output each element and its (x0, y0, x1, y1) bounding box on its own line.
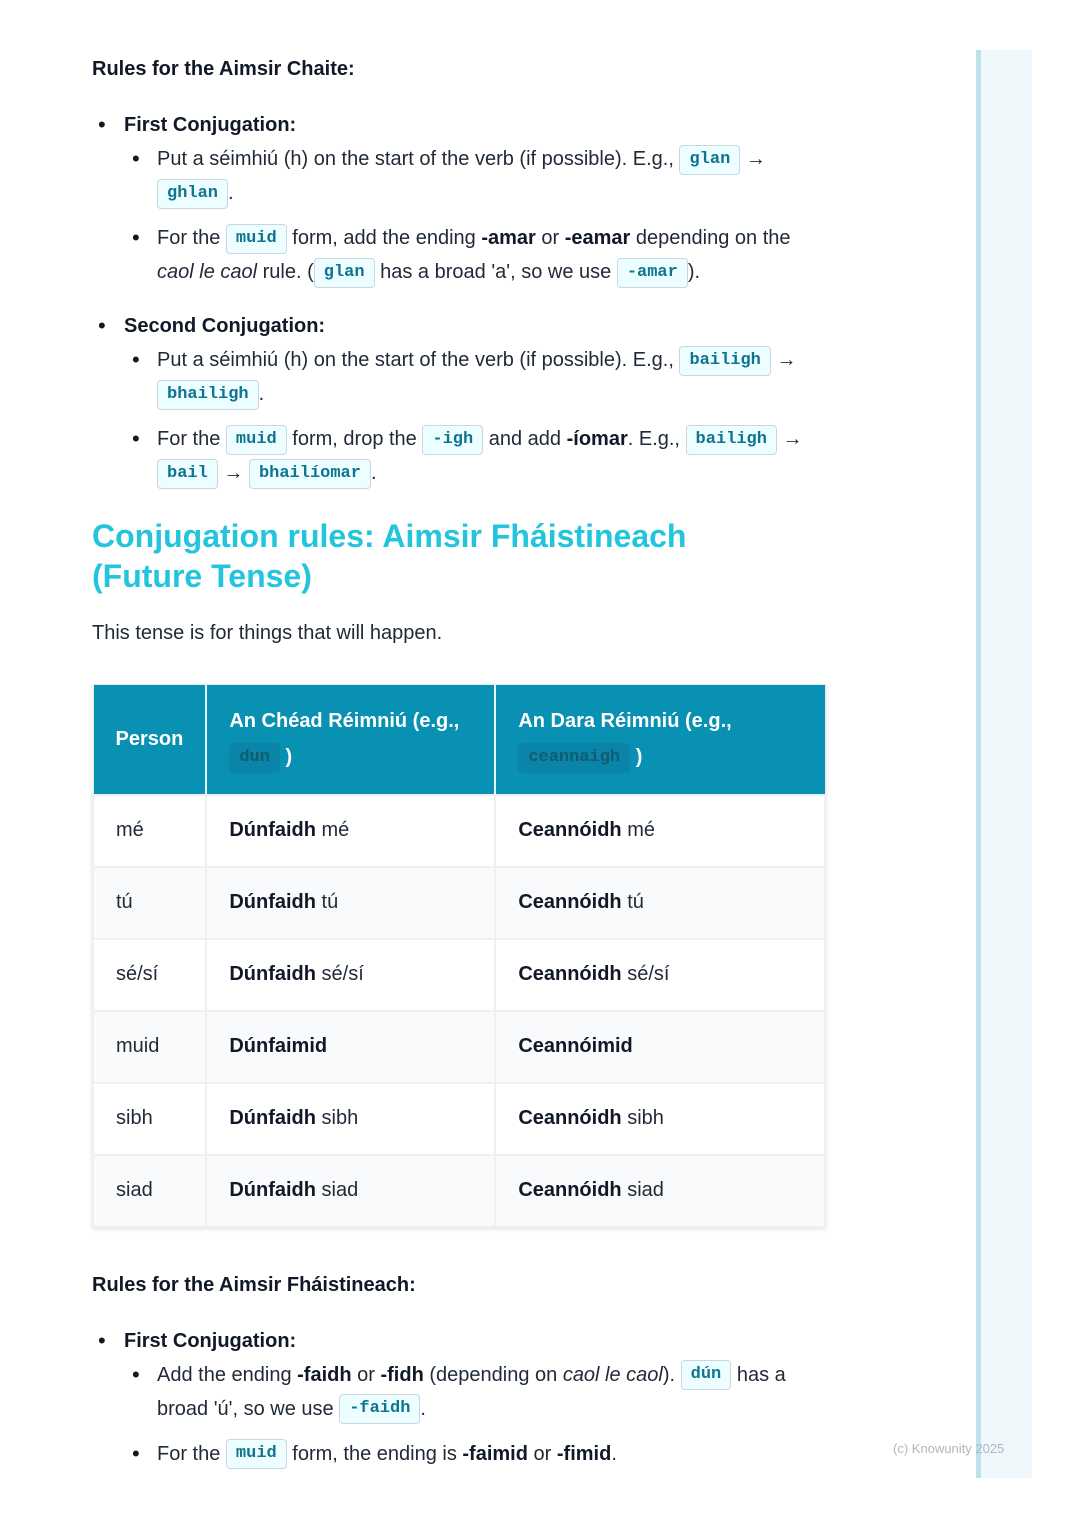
second-conj-cell: Ceannóidh siad (495, 1155, 825, 1227)
list-item: • For the muid form, add the ending -amar or -eamar depending on the caol le caol rule. ( glan has a broad 'a', so we use -amar ). (124, 221, 832, 289)
second-conj-cell: Ceannóimid (495, 1011, 825, 1083)
person-cell: sibh (93, 1083, 206, 1155)
second-conj-cell: Ceannóidh tú (495, 867, 825, 939)
first-conj-cell: Dúnfaimid (206, 1011, 495, 1083)
second-conj-cell: Ceannóidh sé/sí (495, 939, 825, 1011)
code-snippet: -igh (422, 425, 483, 455)
first-conj-cell: Dúnfaidh siad (206, 1155, 495, 1227)
column-header-person: Person (93, 685, 206, 795)
second-conj-cell: Ceannóidh sibh (495, 1083, 825, 1155)
future-rules-title: Rules for the Aimsir Fháistineach: (92, 1273, 416, 1296)
code-snippet: bailigh (679, 346, 770, 376)
person-cell: muid (93, 1011, 206, 1083)
second-conj-cell: Ceannóidh mé (495, 795, 825, 867)
list-item: • Put a séimhiú (h) on the start of the verb (if possible). E.g., bailigh → bhailigh . (124, 343, 832, 411)
list-item: • For the muid form, drop the -igh and add -íomar. E.g., bailigh → bail → bhailíomar . (124, 422, 832, 490)
arrow: → (745, 148, 766, 170)
code-snippet: muid (226, 1439, 287, 1469)
past-rules-title: Rules for the Aimsir Chaite: (92, 58, 355, 80)
copyright-footer: (c) Knowunity 2025 (893, 1441, 1005, 1456)
table-row (93, 795, 825, 867)
arrow: → (776, 349, 797, 371)
code-snippet: glan (679, 145, 740, 175)
first-conj-cell: Dúnfaidh tú (206, 867, 495, 939)
first-conj-cell: Dúnfaidh mé (206, 795, 495, 867)
code-snippet: ceannaigh (518, 743, 630, 773)
conjugation-title: • First Conjugation: (124, 114, 297, 136)
code-snippet: bhailigh (157, 380, 259, 410)
person-cell: siad (93, 1155, 206, 1227)
sub-list (124, 343, 832, 490)
table-row (93, 1155, 825, 1227)
list-item (92, 1326, 832, 1471)
list-item (92, 110, 832, 289)
section-intro: This tense is for things that will happen. (92, 622, 443, 644)
code-snippet: muid (226, 224, 287, 254)
code-snippet: dun (229, 743, 280, 773)
code-snippet: ghlan (157, 179, 228, 209)
column-header-first: An Chéad Réimniú (e.g., dun ) (206, 685, 495, 795)
conjugation-table (92, 684, 826, 1228)
code-snippet: -amar (617, 258, 688, 288)
list-item (92, 311, 832, 490)
table-header-row (93, 685, 825, 795)
table-row (93, 1083, 825, 1155)
list-item: • For the muid form, the ending is -faimid or -fimid. (124, 1437, 832, 1471)
code-snippet: dún (681, 1360, 732, 1390)
sub-list (124, 142, 832, 289)
arrow: → (782, 428, 803, 450)
column-header-second: An Dara Réimniú (e.g., ceannaigh ) (495, 685, 825, 795)
list-item: • Put a séimhiú (h) on the start of the verb (if possible). E.g., glan → ghlan . (124, 142, 832, 210)
section-heading: Conjugation rules: Aimsir Fháistineach (Future Tense) (92, 518, 687, 594)
conjugation-title: • First Conjugation: (124, 1329, 297, 1352)
conjugation-title: • Second Conjugation: (124, 315, 326, 337)
table-row (93, 1011, 825, 1083)
list-item: • Add the ending -faidh or -fidh (depending on caol le caol). dún has a broad 'ú', so we use -faidh . (124, 1358, 832, 1426)
sidebar-border (976, 50, 981, 1478)
first-conj-cell: Dúnfaidh sibh (206, 1083, 495, 1155)
person-cell: tú (93, 867, 206, 939)
code-snippet: bailigh (686, 425, 777, 455)
past-rules-list (92, 110, 832, 490)
table-row (93, 939, 825, 1011)
sidebar-panel (976, 50, 1032, 1478)
future-rules-list (92, 1326, 832, 1471)
document-content (92, 54, 832, 1482)
first-conj-cell: Dúnfaidh sé/sí (206, 939, 495, 1011)
person-cell: sé/sí (93, 939, 206, 1011)
arrow: → (223, 462, 244, 484)
table-row (93, 867, 825, 939)
code-snippet: muid (226, 425, 287, 455)
code-snippet: -faidh (339, 1394, 420, 1424)
code-snippet: glan (314, 258, 375, 288)
person-cell: mé (93, 795, 206, 867)
code-snippet: bail (157, 459, 218, 489)
sub-list (124, 1358, 832, 1471)
code-snippet: bhailíomar (249, 459, 371, 489)
